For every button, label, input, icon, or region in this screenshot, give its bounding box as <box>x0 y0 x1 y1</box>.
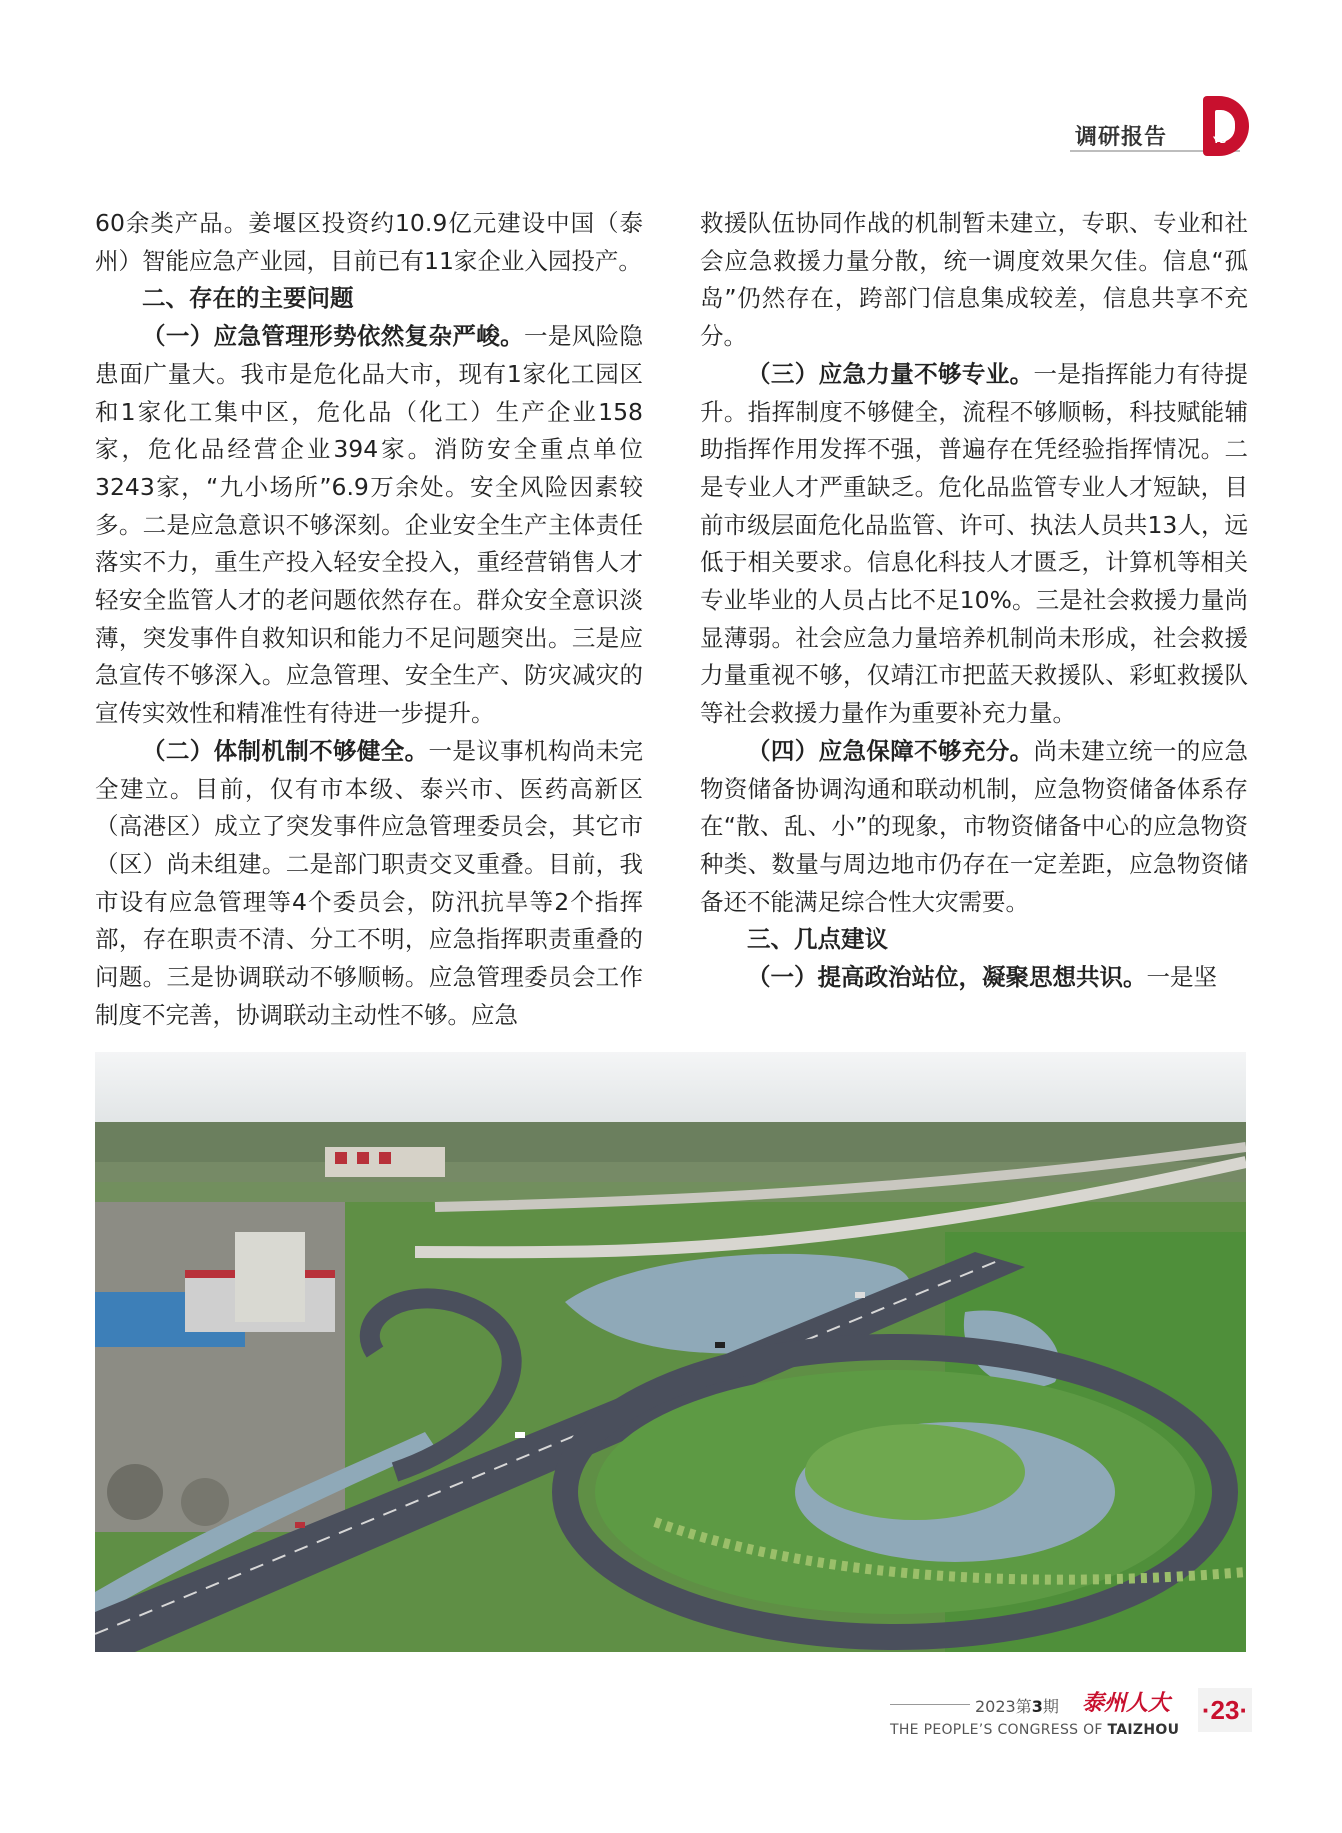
issue-info: 2023第3期 <box>975 1697 1059 1716</box>
badge-sub: YB <box>1213 136 1227 146</box>
left-paragraph-2: （一）应急管理形势依然复杂严峻。一是风险隐患面广量大。我市是危化品大市，现有1家化工园区和1家化工集中区，危化品（化工）生产企业158家，危化品经营企业394家。消防安全重点单位3243家，“九小场所”6.9万余处。安全风险因素较多。二是应急意识不够深刻。企业安全生产主体责任落实不力，重生产投入轻安全投入，重经营销售人才轻安全监管人才的老问题依然存在。群众安全意识淡薄，突发事件自救知识和能力不足问题突出。三是应急宣传不够深入。应急管理、安全生产、防灾减灾的宣传实效性和精准性有待进一步提升。 <box>95 322 643 728</box>
left-paragraph-3: （二）体制机制不够健全。一是议事机构尚未完全建立。目前，仅有市本级、泰兴市、医药高新区（高港区）成立了突发事件应急管理委员会，其它市（区）尚未组建。二是部门职责交叉重叠。目前，我市设有应急管理等4个委员会，防汛抗旱等2个指挥部，存在职责不清、分工不明，应急指挥职责重叠的问题。三是协调联动不够顺畅。应急管理委员会工作制度不完善，协调联动主动性不够。应急 <box>95 736 643 1029</box>
subheading-2: （二）体制机制不够健全。 <box>142 736 429 765</box>
interchange-illustration <box>95 1052 1246 1652</box>
right-column <box>700 205 1248 997</box>
section-label: 调研报告 <box>1075 125 1168 150</box>
interchange-aerial-photo <box>95 1052 1246 1652</box>
subheading-3: （三）应急力量不够专业。 <box>747 359 1034 388</box>
subheading-5: （一）提高政治站位，凝聚思想共识。 <box>747 963 1147 992</box>
section-badge-d-icon <box>1203 96 1249 156</box>
right-paragraph-1: 救援队伍协同作战的机制暂未建立，专职、专业和社会应急救援力量分散，统一调度效果欠佳。信息“孤岛”仍然存在，跨部门信息集成较差，信息共享不充分。 <box>700 209 1248 351</box>
right-paragraph-3: （四）应急保障不够充分。尚未建立统一的应急物资储备协调沟通和联动机制，应急物资储备体系存在“散、乱、小”的现象，市物资储备中心的应急物资种类、数量与周边地市仍存在一定差距，应急物资储备还不能满足综合性大灾需要。 <box>700 736 1248 916</box>
page-number: ·23· <box>1198 1688 1252 1732</box>
right-paragraph-2: （三）应急力量不够专业。一是指挥能力有待提升。指挥制度不够健全，流程不够顺畅，科技赋能辅助指挥作用发挥不强，普遍存在凭经验指挥情况。二是专业人才严重缺乏。危化品监管专业人才短缺，目前市级层面危化品监管、许可、执法人员共13人，远低于相关要求。信息化科技人才匮乏，计算机等相关专业毕业的人员占比不足10%。三是社会救援力量尚显薄弱。社会应急力量培养机制尚未形成，社会救援力量重视不够，仅靖江市把蓝天救援队、彩虹救援队等社会救援力量作为重要补充力量。 <box>700 359 1248 728</box>
right-paragraph-4: （一）提高政治站位，凝聚思想共识。一是坚 <box>747 963 1217 992</box>
left-paragraph-1: 60余类产品。姜堰区投资约10.9亿元建设中国（泰州）智能应急产业园，目前已有11家企业入园投产。 <box>95 209 643 275</box>
section-heading-problems: 二、存在的主要问题 <box>142 284 354 313</box>
magazine-subtitle: THE PEOPLE’S CONGRESS OF TAIZHOU <box>890 1722 1180 1738</box>
subheading-1: （一）应急管理形势依然复杂严峻。 <box>142 322 524 351</box>
magazine-brand: 泰州人大 <box>1082 1690 1171 1716</box>
subheading-4: （四）应急保障不够充分。 <box>747 736 1034 765</box>
footer-rule <box>890 1704 970 1705</box>
section-heading-suggestions: 三、几点建议 <box>747 925 888 954</box>
left-column <box>95 205 643 1034</box>
